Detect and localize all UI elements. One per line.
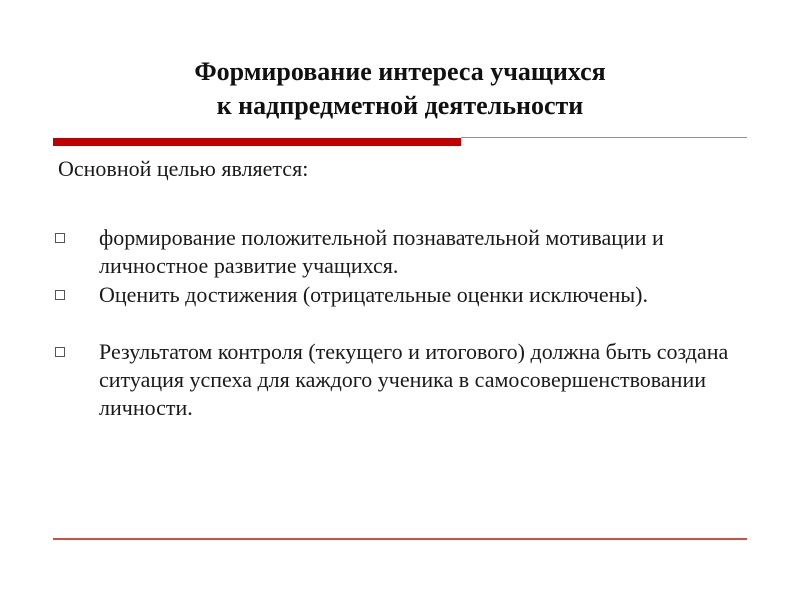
title-line-2: к надпредметной деятельности [216, 91, 584, 120]
title-accent-rule [53, 138, 461, 146]
bullet-text: Результатом контроля (текущего и итогового) должна быть создана ситуация успеха для каждого ученика в самосовершенствовании личности. [99, 339, 729, 420]
slide-title [60, 55, 740, 123]
hollow-square-bullet-icon [55, 233, 65, 243]
hollow-square-bullet-icon [55, 347, 65, 357]
bullet-text: формирование положительной познавательной мотивации и личностное развитие учащихся. [99, 225, 664, 278]
title-line-1: Формирование интереса учащихся [194, 57, 606, 86]
bullet-list [55, 224, 745, 422]
list-item [55, 338, 745, 422]
title-thin-rule [461, 137, 747, 138]
bullet-text: Оценить достижения (отрицательные оценки исключены). [99, 282, 649, 307]
footer-rule [53, 538, 747, 540]
hollow-square-bullet-icon [55, 290, 65, 300]
list-item [55, 224, 745, 280]
list-item [55, 281, 745, 309]
intro-text: Основной целью является: [58, 156, 309, 181]
